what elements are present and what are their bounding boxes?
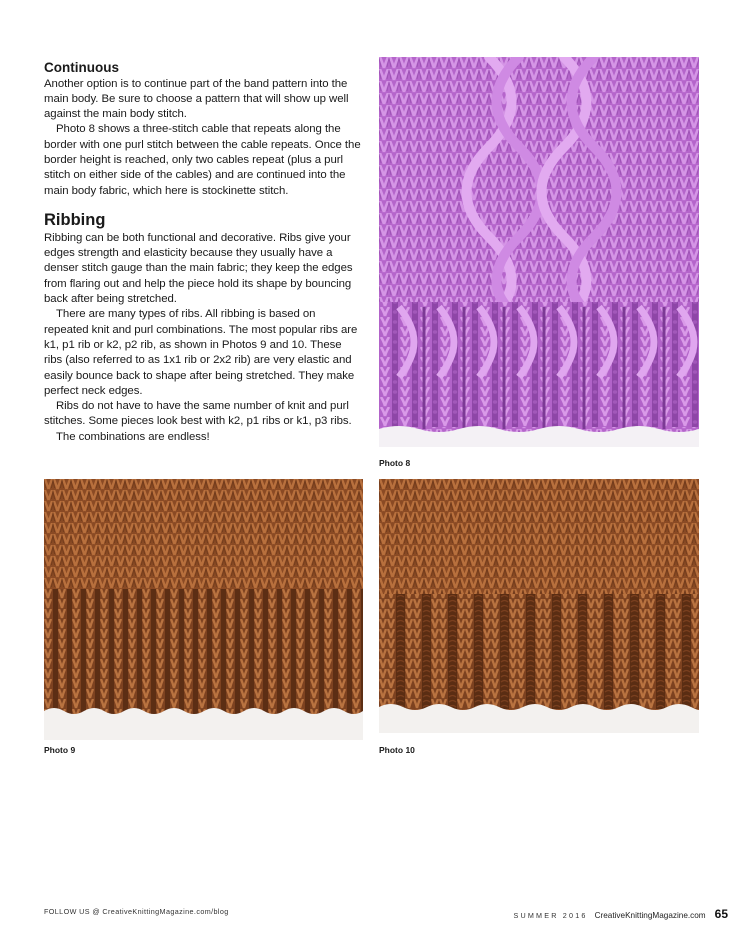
- footer-right-group: [513, 907, 728, 921]
- ribbing-paragraph-2: There are many types of ribs. All ribbing is based on repeated knit and purl combinations. The most popular ribs are k1, p1 rib or k2, p2 rib, as shown in Photos 9 and 10. These ribs (also referred to as 1x1 rib or 2x2 rib) are very elastic and easily bounce back to shape after being stretched. They make perfect neck edges.: [44, 308, 358, 397]
- photo-10-caption: Photo 10: [379, 745, 415, 755]
- photo-8-caption: Photo 8: [379, 458, 411, 468]
- heading-ribbing: Ribbing: [44, 210, 106, 229]
- page-number: 65: [714, 907, 728, 921]
- photo-9-caption: Photo 9: [44, 745, 76, 755]
- article-text-column: [44, 60, 362, 445]
- footer-follow-us: FOLLOW US @ CreativeKnittingMagazine.com/blog: [44, 907, 229, 916]
- continuous-paragraph-2: Photo 8 shows a three-stitch cable that repeats along the border with one purl stitch between the cable repeats. Once the border height is reached, only two cables repeat (plus a purl stitch on either side of the cables) and are continued into the main body fabric, which here is stockinette stitch.: [44, 123, 361, 197]
- photo-9-rib-swatch: [44, 479, 363, 740]
- ribbing-paragraph-4: The combinations are endless!: [56, 430, 210, 443]
- footer-site: CreativeKnittingMagazine.com: [594, 911, 706, 920]
- ribbing-paragraph-1: Ribbing can be both functional and decorative. Ribs give your edges strength and elasticity because they usually have a denser stitch gauge than the main fabric; they keep the edges from flaring out and help the piece hold its shape by bouncing back after being stretched.: [44, 231, 353, 306]
- continuous-paragraph-1: Another option is to continue part of the band pattern into the main body. Be sure to choose a pattern that will show up well against the main body stitch.: [44, 77, 349, 121]
- heading-continuous: Continuous: [44, 60, 119, 75]
- footer-season: SUMMER 2016: [513, 911, 588, 920]
- photo-8-cable-swatch: [379, 57, 699, 447]
- photo-10-rib-swatch: [379, 479, 699, 733]
- ribbing-paragraph-3: Ribs do not have to have the same number of knit and purl stitches. Some pieces look best with k2, p1 ribs or k1, p3 ribs.: [44, 400, 352, 428]
